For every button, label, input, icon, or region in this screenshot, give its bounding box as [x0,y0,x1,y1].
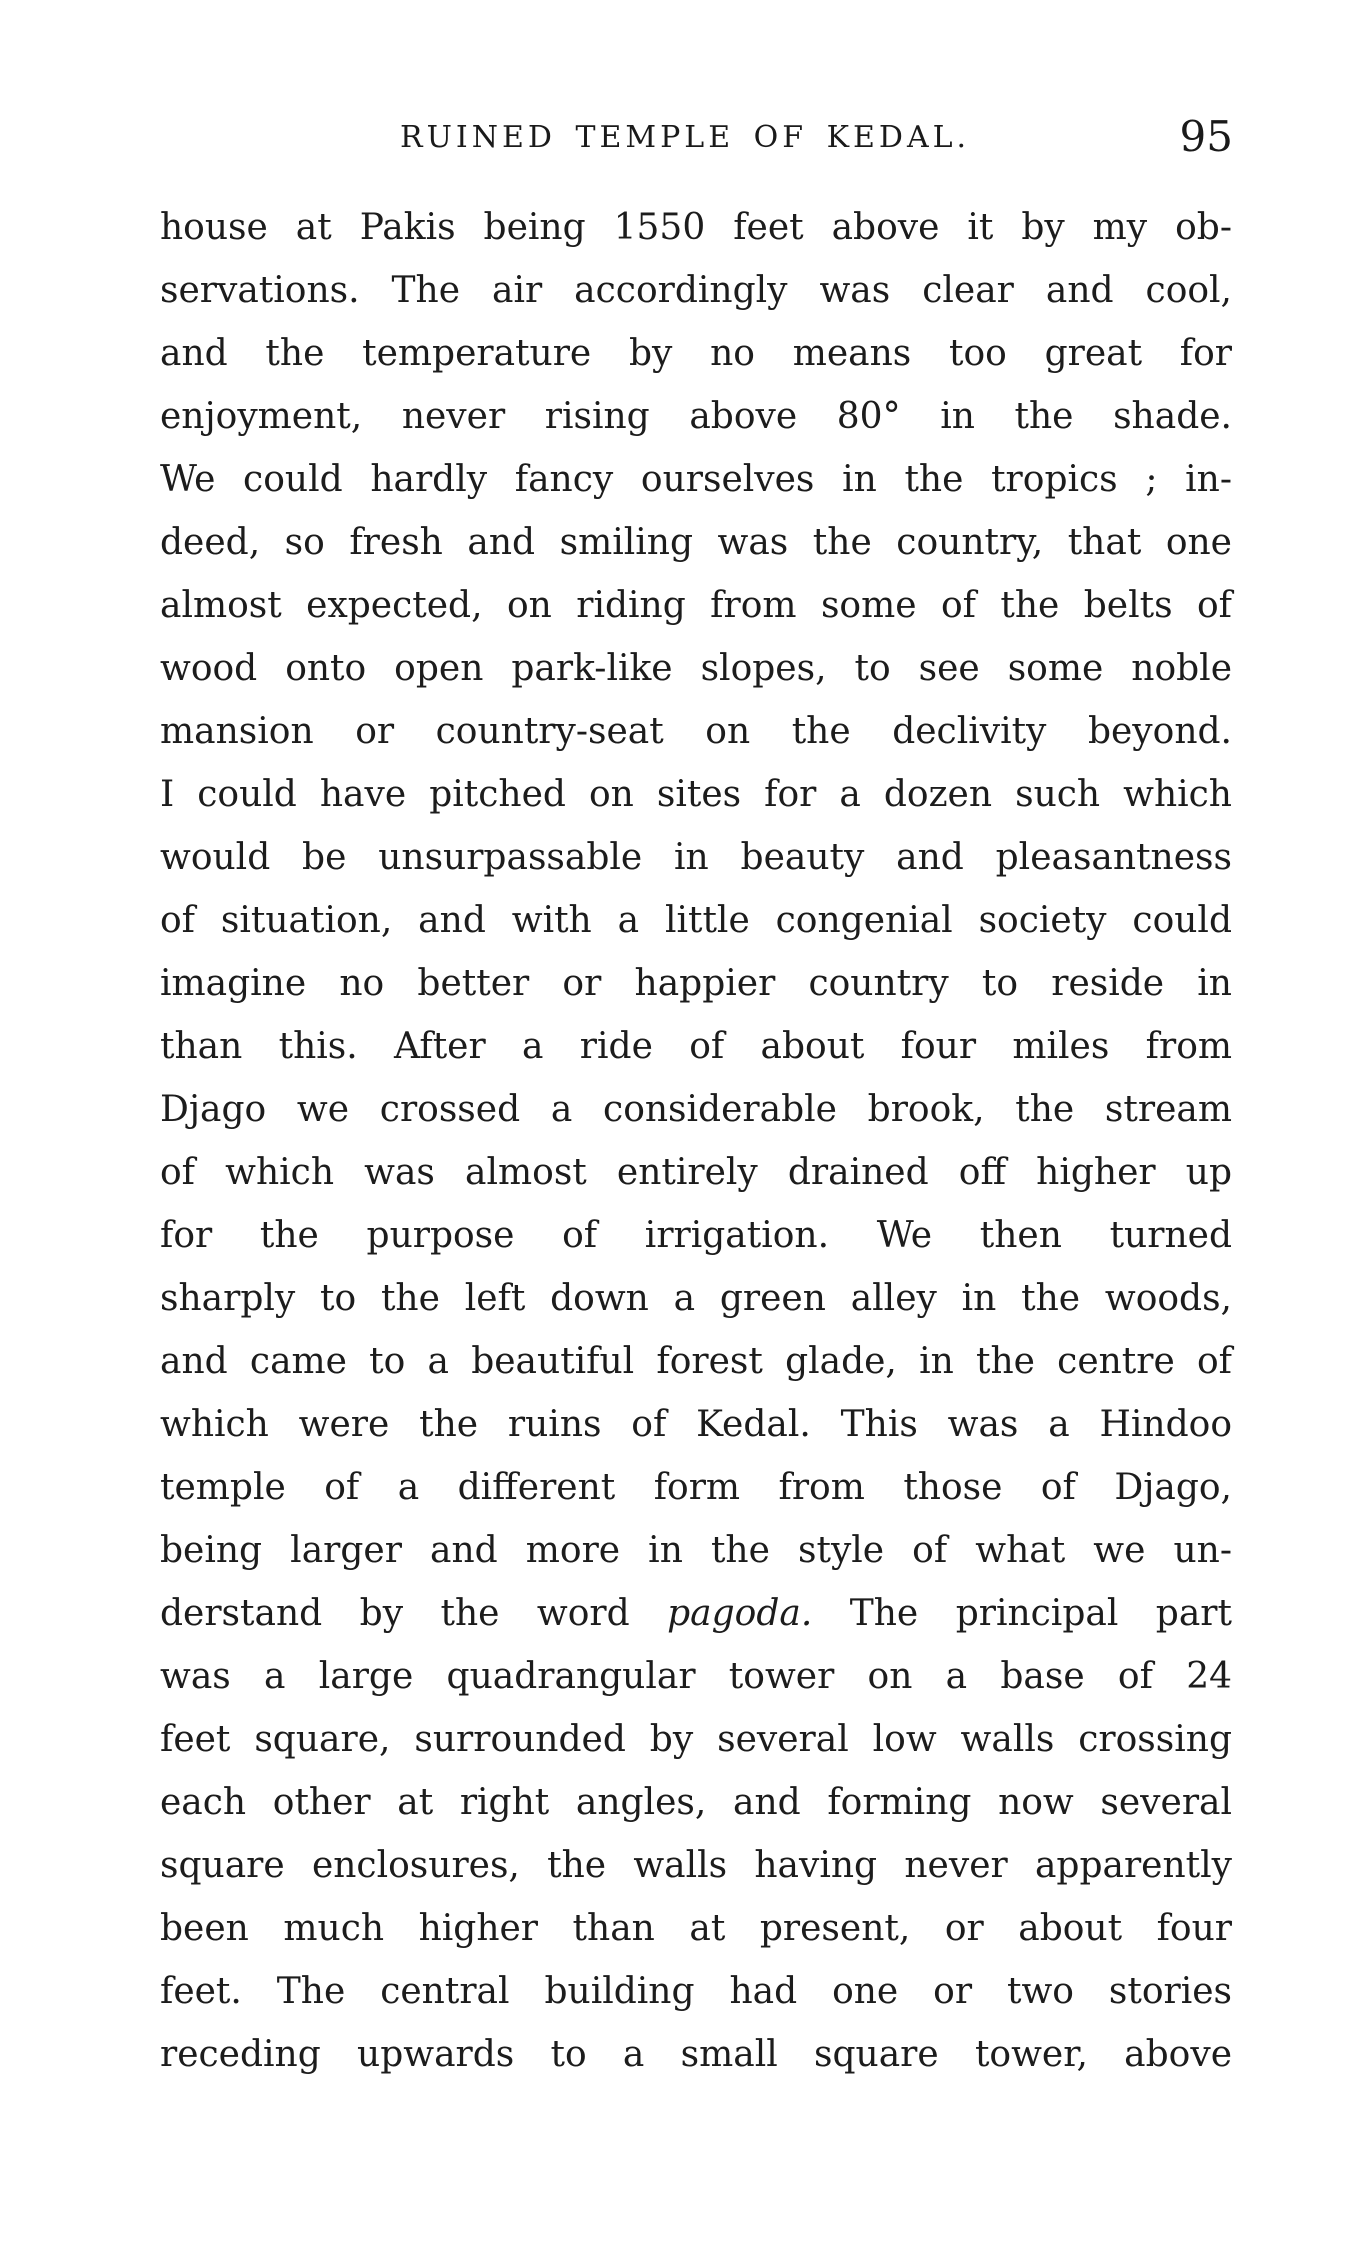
text-line: I could have pitched on sites for a dozen such which [160,774,1232,815]
text-line: wood onto open park-like slopes, to see some noble [160,648,1232,689]
text-line: deed, so fresh and smiling was the country, that one [160,522,1232,563]
page-number: 95 [1179,112,1233,161]
text-line: and came to a beautiful forest glade, in the centre of [160,1341,1232,1382]
text-line: been much higher than at present, or about four [160,1908,1232,1949]
text-line: house at Pakis being 1550 feet above it by my ob- [160,207,1232,248]
text-line: feet. The central building had one or two stories [160,1971,1232,2012]
text-line-with-italic [160,1582,1232,1645]
text-line: which were the ruins of Kedal. This was a Hindoo [160,1404,1232,1445]
text-line: We could hardly fancy ourselves in the tropics ; in- [160,459,1232,500]
text-line: square enclosures, the walls having never apparently [160,1845,1232,1886]
text-line: enjoyment, never rising above 80° in the shade. [160,396,1232,437]
text-line: sharply to the left down a green alley in the woods, [160,1278,1232,1319]
text-line: servations. The air accordingly was clear and cool, [160,270,1232,311]
line-segment: derstand by the word [160,1593,668,1634]
text-line: feet square, surrounded by several low walls crossing [160,1719,1232,1760]
italic-word: pagoda. [667,1593,813,1634]
text-line: receding upwards to a small square tower, above [160,2034,1232,2075]
text-line: and the temperature by no means too great for [160,333,1232,374]
text-line: of which was almost entirely drained off higher up [160,1152,1232,1193]
body-text [160,196,1232,2086]
text-line: than this. After a ride of about four miles from [160,1026,1232,1067]
text-line: mansion or country-seat on the declivity beyond. [160,711,1232,752]
text-line: each other at right angles, and forming now several [160,1782,1232,1823]
text-line: of situation, and with a little congenial society could [160,900,1232,941]
text-line: almost expected, on riding from some of the belts of [160,585,1232,626]
text-line: Djago we crossed a considerable brook, the stream [160,1089,1232,1130]
running-head [0,112,1368,172]
text-line: was a large quadrangular tower on a base of 24 [160,1656,1232,1697]
line-segment: The principal part [812,1593,1232,1634]
text-line: imagine no better or happier country to reside in [160,963,1232,1004]
text-line: for the purpose of irrigation. We then turned [160,1215,1232,1256]
text-line: would be unsurpassable in beauty and pleasantness [160,837,1232,878]
text-line: temple of a different form from those of Djago, [160,1467,1232,1508]
running-title: RUINED TEMPLE OF KEDAL. [400,120,971,155]
text-line: being larger and more in the style of what we un- [160,1530,1232,1571]
